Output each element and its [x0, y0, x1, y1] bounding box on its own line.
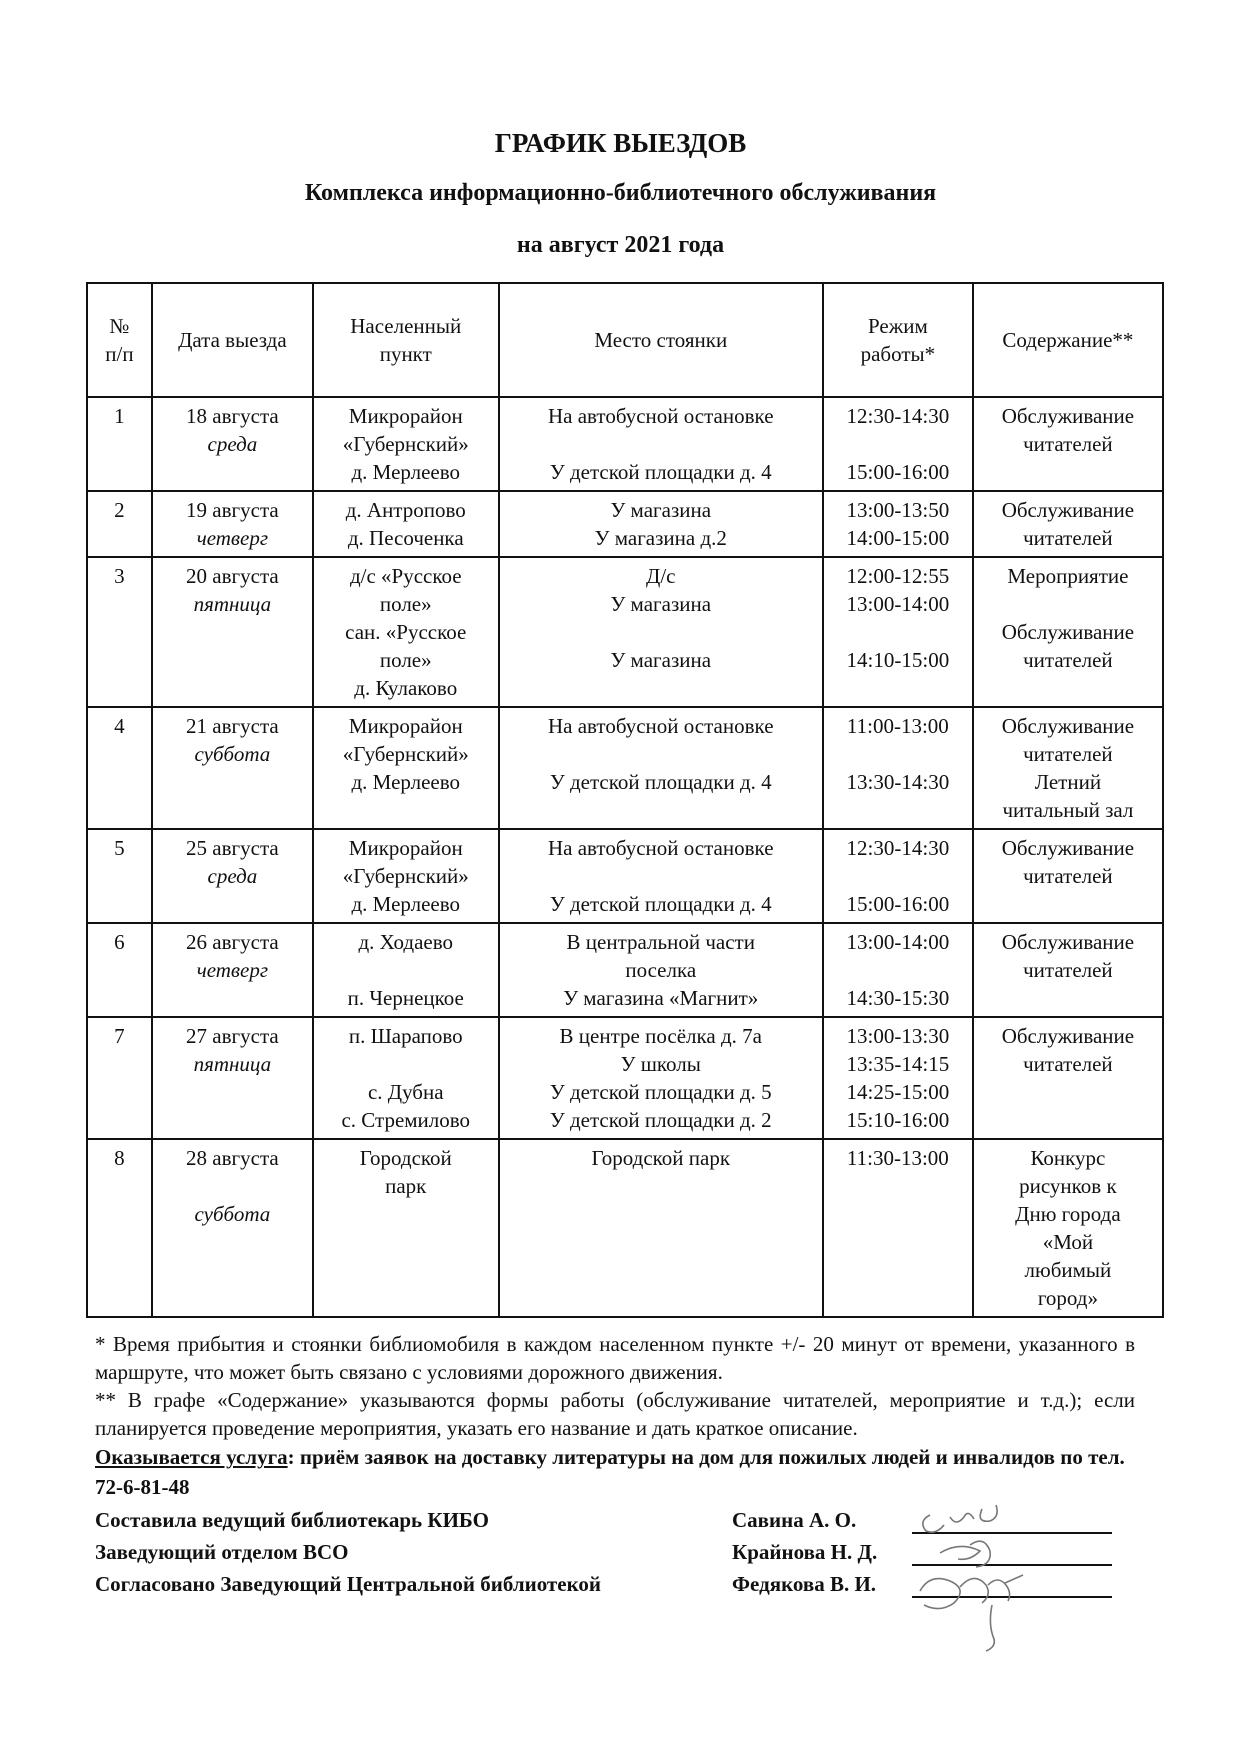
table-row: [87, 557, 1163, 707]
cell-line: У магазина: [610, 648, 712, 672]
cell-line: 15:10-16:00: [846, 1108, 950, 1132]
cell-number: [87, 923, 152, 1017]
cell-stop: [499, 1017, 823, 1139]
document-period: на август 2021 года: [516, 232, 725, 258]
cell-line: 11:30-13:00: [846, 1146, 949, 1170]
cell-content: [973, 923, 1163, 1017]
cell-content: [973, 829, 1163, 923]
cell-line: «Мой: [1042, 1230, 1094, 1254]
trip-weekday: пятница: [193, 1052, 272, 1076]
cell-line: Обслуживание: [1001, 620, 1135, 644]
cell-line: У магазина «Магнит»: [563, 986, 759, 1010]
trip-date: 27 августа: [186, 1024, 279, 1048]
cell-line: д. Ходаево: [358, 930, 454, 954]
cell-line: [504, 430, 818, 458]
table-row: [87, 923, 1163, 1017]
cell-line: «Губернский»: [342, 432, 469, 456]
cell-line: поле»: [379, 592, 432, 616]
table-row: [87, 1139, 1163, 1317]
cell-line: д. Мерлеево: [351, 460, 461, 484]
trip-date: 18 августа: [186, 404, 279, 428]
trip-date: 20 августа: [186, 564, 279, 588]
row-number: 2: [114, 498, 125, 522]
cell-line: В центре посёлка д. 7а: [559, 1024, 762, 1048]
cell-line: 11:00-13:00: [846, 714, 949, 738]
trip-weekday: среда: [207, 864, 258, 888]
cell-line: 12:00-12:55: [846, 564, 950, 588]
cell-line: парк: [385, 1174, 427, 1198]
trip-date: 21 августа: [186, 714, 279, 738]
row-number: 1: [114, 404, 125, 428]
cell-line: д. Кулаково: [354, 676, 458, 700]
cell-line: На автобусной остановке: [547, 714, 774, 738]
cell-line: д. Мерлеево: [351, 892, 461, 916]
cell-line: Конкурс: [1030, 1146, 1106, 1170]
cell-line: сан. «Русское: [345, 620, 467, 644]
cell-line: читателей: [1023, 958, 1113, 982]
trip-weekday: среда: [207, 432, 258, 456]
cell-place: [313, 1139, 499, 1317]
cell-line: 13:00-13:30: [846, 1024, 950, 1048]
cell-line: 14:30-15:30: [846, 986, 950, 1010]
signature-name: Федякова В. И.: [732, 1572, 877, 1596]
cell-content: [973, 397, 1163, 491]
trip-weekday: четверг: [196, 526, 269, 550]
cell-place: [313, 557, 499, 707]
cell-line: Обслуживание: [1001, 714, 1135, 738]
table-row: [87, 397, 1163, 491]
cell-line: У детской площадки д. 4: [549, 770, 772, 794]
cell-hours: [823, 557, 973, 707]
cell-hours: [823, 829, 973, 923]
table-row: [87, 491, 1163, 557]
cell-line: Обслуживание: [1001, 1024, 1135, 1048]
cell-line: д/с «Русское: [349, 564, 462, 588]
table-row: [87, 707, 1163, 829]
cell-line: Микрорайон: [348, 836, 463, 860]
cell-line: У школы: [620, 1052, 701, 1076]
cell-line: читателей: [1023, 526, 1113, 550]
cell-line: читателей: [1023, 432, 1113, 456]
cell-line: Обслуживание: [1001, 836, 1135, 860]
cell-line: Обслуживание: [1001, 498, 1135, 522]
service-text: : приём заявок на доставку литературы на дом для пожилых людей и инвалидов по тел. 72-6-81-48: [95, 1445, 1125, 1499]
cell-date: [152, 829, 313, 923]
cell-place: [313, 397, 499, 491]
cell-number: [87, 491, 152, 557]
cell-line: город»: [1037, 1286, 1098, 1310]
row-number: 4: [114, 714, 125, 738]
cell-line: У детской площадки д. 5: [549, 1080, 772, 1104]
cell-content: [973, 707, 1163, 829]
cell-line: д. Песоченка: [347, 526, 464, 550]
cell-place: [313, 491, 499, 557]
trip-weekday: суббота: [194, 742, 271, 766]
cell-line: У магазина: [610, 498, 712, 522]
cell-line: поселка: [625, 958, 697, 982]
header-place: Населенный пункт: [313, 283, 499, 397]
cell-line: 15:00-16:00: [846, 892, 950, 916]
cell-hours: [823, 923, 973, 1017]
cell-content: [973, 557, 1163, 707]
cell-line: п. Чернецкое: [347, 986, 464, 1010]
cell-hours: [823, 1017, 973, 1139]
cell-stop: [499, 557, 823, 707]
cell-line: Д/с: [646, 564, 676, 588]
cell-line: Микрорайон: [348, 714, 463, 738]
cell-line: 13:00-14:00: [846, 592, 950, 616]
cell-line: 13:35-14:15: [846, 1052, 950, 1076]
row-number: 7: [114, 1024, 125, 1048]
table-row: [87, 829, 1163, 923]
cell-number: [87, 1017, 152, 1139]
cell-line: 15:00-16:00: [846, 460, 950, 484]
cell-hours: [823, 491, 973, 557]
cell-line: любимый: [1024, 1258, 1112, 1282]
cell-line: «Губернский»: [342, 742, 469, 766]
cell-line: 12:30-14:30: [846, 404, 950, 428]
cell-line: 14:00-15:00: [846, 526, 950, 550]
cell-line: Обслуживание: [1001, 404, 1135, 428]
schedule-table: [86, 282, 1164, 1318]
service-info: [95, 1442, 1145, 1502]
cell-line: читателей: [1023, 1052, 1113, 1076]
cell-line: [504, 740, 818, 768]
signature-name: Крайнова Н. Д.: [732, 1540, 878, 1564]
cell-line: [828, 862, 968, 890]
cell-date: [152, 557, 313, 707]
header-hours: Режим работы*: [823, 283, 973, 397]
cell-place: [313, 923, 499, 1017]
cell-line: 14:10-15:00: [846, 648, 950, 672]
cell-spacer: [157, 1172, 308, 1200]
cell-line: читальный зал: [1002, 798, 1134, 822]
cell-hours: [823, 707, 973, 829]
cell-number: [87, 707, 152, 829]
footnote-content: ** В графе «Содержание» указываются формы работы (обслуживание читателей, мероприятие и т.д.); если планируется проведение мероприятия, указать его название и дать краткое описание.: [95, 1388, 1135, 1440]
signature-role: Заведующий отделом ВСО: [95, 1540, 349, 1564]
cell-line: Городской парк: [591, 1146, 731, 1170]
handwritten-signature-icon: [900, 1495, 1120, 1665]
cell-number: [87, 829, 152, 923]
cell-hours: [823, 397, 973, 491]
cell-line: 13:30-14:30: [846, 770, 950, 794]
cell-stop: [499, 397, 823, 491]
cell-stop: [499, 491, 823, 557]
header-stop: Место стоянки: [499, 283, 823, 397]
cell-number: [87, 397, 152, 491]
cell-date: [152, 1139, 313, 1317]
trip-weekday: четверг: [196, 958, 269, 982]
cell-line: 14:25-15:00: [846, 1080, 950, 1104]
trip-date: 19 августа: [186, 498, 279, 522]
cell-line: поле»: [379, 648, 432, 672]
cell-date: [152, 923, 313, 1017]
cell-content: [973, 1017, 1163, 1139]
row-number: 6: [114, 930, 125, 954]
cell-line: д. Антропово: [345, 498, 466, 522]
cell-date: [152, 491, 313, 557]
service-label: Оказывается услуга: [95, 1445, 288, 1469]
cell-line: «Губернский»: [342, 864, 469, 888]
cell-line: [978, 590, 1158, 618]
cell-line: У детской площадки д. 2: [549, 1108, 772, 1132]
cell-line: читателей: [1023, 742, 1113, 766]
cell-line: Дню города: [1015, 1202, 1121, 1226]
cell-line: читателей: [1023, 648, 1113, 672]
cell-line: с. Дубна: [367, 1080, 444, 1104]
cell-line: Городской: [359, 1146, 452, 1170]
cell-line: Обслуживание: [1001, 930, 1135, 954]
cell-line: В центральной части: [566, 930, 755, 954]
cell-number: [87, 557, 152, 707]
cell-line: 12:30-14:30: [846, 836, 950, 860]
cell-line: рисунков к: [1019, 1174, 1117, 1198]
cell-line: [504, 862, 818, 890]
signature-name: Савина А. О.: [732, 1508, 857, 1532]
cell-line: Мероприятие: [1007, 564, 1129, 588]
trip-date: 28 августа: [186, 1146, 279, 1170]
cell-place: [313, 707, 499, 829]
table-row: [87, 1017, 1163, 1139]
row-number: 3: [114, 564, 125, 588]
row-number: 5: [114, 836, 125, 860]
signature-role: Составила ведущий библиотекарь КИБО: [95, 1508, 489, 1532]
cell-line: Летний: [1034, 770, 1102, 794]
cell-line: 13:00-13:50: [846, 498, 950, 522]
trip-weekday: пятница: [193, 592, 272, 616]
cell-line: У детской площадки д. 4: [549, 460, 772, 484]
signature-role: Согласовано Заведующий Центральной библиотекой: [95, 1572, 601, 1596]
cell-line: Микрорайон: [348, 404, 463, 428]
cell-line: [828, 430, 968, 458]
cell-hours: [823, 1139, 973, 1317]
cell-line: На автобусной остановке: [547, 404, 774, 428]
cell-line: с. Стремилово: [341, 1108, 471, 1132]
cell-line: читателей: [1023, 864, 1113, 888]
cell-line: 13:00-14:00: [846, 930, 950, 954]
cell-line: На автобусной остановке: [547, 836, 774, 860]
trip-weekday: суббота: [194, 1202, 271, 1226]
cell-place: [313, 829, 499, 923]
cell-date: [152, 1017, 313, 1139]
cell-date: [152, 397, 313, 491]
cell-line: [828, 956, 968, 984]
cell-line: [828, 618, 968, 646]
cell-line: [828, 740, 968, 768]
cell-stop: [499, 923, 823, 1017]
cell-content: [973, 491, 1163, 557]
document-title: ГРАФИК ВЫЕЗДОВ: [494, 128, 747, 158]
cell-line: У магазина д.2: [594, 526, 727, 550]
cell-date: [152, 707, 313, 829]
table-header-row: [87, 283, 1163, 397]
cell-line: [318, 956, 494, 984]
cell-line: [318, 1050, 494, 1078]
cell-number: [87, 1139, 152, 1317]
trip-date: 25 августа: [186, 836, 279, 860]
cell-place: [313, 1017, 499, 1139]
cell-line: У магазина: [610, 592, 712, 616]
cell-stop: [499, 829, 823, 923]
cell-line: п. Шарапово: [348, 1024, 463, 1048]
header-number: № п/п: [87, 283, 152, 397]
header-content: Содержание**: [973, 283, 1163, 397]
row-number: 8: [114, 1146, 125, 1170]
header-date: Дата выезда: [152, 283, 313, 397]
cell-line: д. Мерлеево: [351, 770, 461, 794]
trip-date: 26 августа: [186, 930, 279, 954]
footnote-time: * Время прибытия и стоянки библиомобиля в каждом населенном пункте +/- 20 минут от времени, указанного в маршруте, что может быть связано с условиями дорожного движения.: [95, 1332, 1135, 1384]
cell-line: [504, 618, 818, 646]
cell-content: [973, 1139, 1163, 1317]
cell-line: У детской площадки д. 4: [549, 892, 772, 916]
cell-stop: [499, 707, 823, 829]
document-subtitle: Комплекса информационно-библиотечного обслуживания: [304, 180, 937, 206]
cell-stop: [499, 1139, 823, 1317]
